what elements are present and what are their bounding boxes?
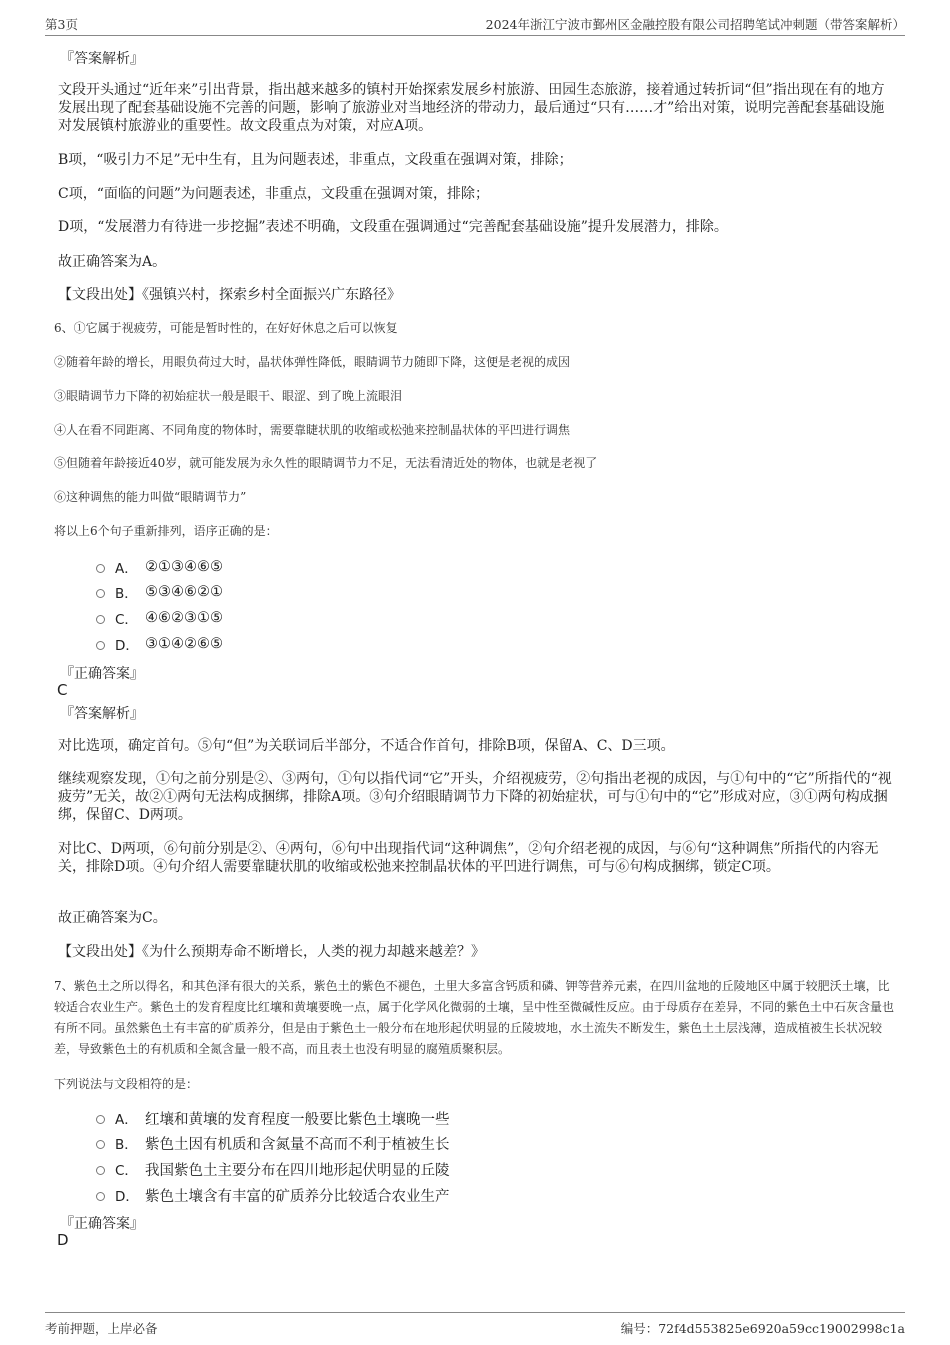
option-text: 紫色土壤含有丰富的矿质养分比较适合农业生产 xyxy=(145,1188,450,1205)
q7-option-a[interactable] xyxy=(96,1108,450,1128)
option-letter: A． xyxy=(115,1112,138,1128)
q6-sentence-2: ②随着年龄的增长，用眼负荷过大时，晶状体弹性降低，眼睛调节力随即下降，这便是老视的成因 xyxy=(54,355,571,369)
option-letter: B． xyxy=(115,1137,138,1153)
q6-sentence-6: ⑥这种调焦的能力叫做“眼睛调节力” xyxy=(54,490,247,504)
option-letter: D． xyxy=(115,1189,139,1205)
radio-icon[interactable] xyxy=(96,1115,105,1124)
q5-analysis-option-c: C项，“面临的问题”为问题表述，非重点，文段重在强调对策，排除； xyxy=(58,186,490,202)
q6-analysis-label: 『答案解析』 xyxy=(60,706,144,722)
radio-icon[interactable] xyxy=(96,1166,105,1175)
q6-sentence-3: ③眼睛调节力下降的初始症状一般是眼干、眼涩、到了晚上流眼泪 xyxy=(54,389,403,403)
radio-icon[interactable] xyxy=(96,1192,105,1201)
q6-answer: C xyxy=(57,681,68,699)
page-number: 第3页 xyxy=(45,17,78,32)
option-text: ③①④②⑥⑤ xyxy=(145,636,223,652)
page-header xyxy=(45,13,905,36)
option-letter: C． xyxy=(115,612,138,628)
option-text: 红壤和黄壤的发育程度一般要比紫色土壤晚一些 xyxy=(145,1111,450,1128)
option-letter: C． xyxy=(115,1163,138,1179)
option-letter: A． xyxy=(115,561,138,577)
q6-analysis-para-3: 对比C、D两项，⑥句前分别是②、④两句，⑥句中出现指代词“这种调焦”，②句介绍老视的成因，与⑥句“这种调焦”所指代的内容无关，排除D项。④句介绍人需要靠睫状肌的收缩或松弛来控制晶状体的平凹进行调焦，可与⑥句构成捆绑，锁定C项。 xyxy=(58,841,879,875)
q5-analysis-para: 文段开头通过“近年来”引出背景，指出越来越多的镇村开始探索发展乡村旅游、田园生态旅游，接着通过转折词“但”指出现在有的地方发展出现了配套基础设施不完善的问题，影响了旅游业对当地经济的带动力，最后通过“只有……才”给出对策，说明完善配套基础设施对发展镇村旅游业的重要性。故文段重点为对策，对应A项。 xyxy=(58,82,885,134)
q6-sentence-5: ⑤但随着年龄接近40岁，就可能发展为永久性的眼睛调节力不足，无法看清近处的物体，也就是老视了 xyxy=(54,456,598,470)
q6-option-d[interactable] xyxy=(96,634,223,654)
radio-icon[interactable] xyxy=(96,615,105,624)
q5-source: 【文段出处】《强镇兴村，探索乡村全面振兴广东路径》 xyxy=(58,287,401,303)
q6-option-c[interactable] xyxy=(96,608,223,628)
q6-sentence-4: ④人在看不同距离、不同角度的物体时，需要靠睫状肌的收缩或松弛来控制晶状体的平凹进行调焦 xyxy=(54,423,571,437)
q6-prompt: 将以上6个句子重新排列，语序正确的是： xyxy=(54,524,278,538)
q6-conclusion: 故正确答案为C。 xyxy=(58,910,167,926)
q6-analysis-para-1: 对比选项，确定首句。⑤句“但”为关联词后半部分，不适合作首句，排除B项，保留A、C、D三项。 xyxy=(58,738,675,754)
q5-conclusion: 故正确答案为A。 xyxy=(58,254,167,270)
q7-option-d[interactable] xyxy=(96,1185,450,1205)
q6-option-a[interactable] xyxy=(96,557,223,577)
option-text: ⑤③④⑥②① xyxy=(145,584,223,600)
q6-answer-label: 『正确答案』 xyxy=(60,666,144,682)
q5-analysis-option-d: D项，“发展潜力有待进一步挖掘”表述不明确，文段重在强调通过“完善配套基础设施”提升发展潜力，排除。 xyxy=(58,219,728,235)
q6-analysis-para-2: 继续观察发现，①句之前分别是②、③两句，①句以指代词“它”开头，介绍视疲劳，②句指出老视的成因，与①句中的“它”所指代的“视疲劳”无关，故②①两句无法构成捆绑，排除A项。③句介绍眼睛调节力下降的初始症状，可与①句中的“它”形成对应，③①两句构成捆绑，保留C、D两项。 xyxy=(58,771,892,823)
q7-option-b[interactable] xyxy=(96,1133,450,1153)
page-footer xyxy=(45,1312,905,1337)
q5-analysis-option-b: B项，“吸引力不足”无中生有，且为问题表述，非重点，文段重在强调对策，排除； xyxy=(58,152,573,168)
footer-code: 编号：72f4d553825e6920a59cc19002998c1a xyxy=(620,1321,905,1336)
option-letter: B． xyxy=(115,586,138,602)
option-text: ②①③④⑥⑤ xyxy=(145,559,223,575)
q5-analysis-label: 『答案解析』 xyxy=(60,51,144,67)
footer-slogan: 考前押题，上岸必备 xyxy=(45,1321,158,1336)
radio-icon[interactable] xyxy=(96,641,105,650)
q7-passage: 7、紫色土之所以得名，和其色泽有很大的关系，紫色土的紫色不褪色，土里大多富含钙质和磷、钾等营养元素，在四川盆地的丘陵地区中属于较肥沃土壤，比较适合农业生产。紫色土的发育程度比红壤和黄壤要晚一点，属于化学风化微弱的土壤，呈中性至微碱性反应。由于母质存在差异，不同的紫色土中石灰含量也有所不同。虽然紫色土有丰富的矿质养分，但是由于紫色土一般分布在地形起伏明显的丘陵坡地，水土流失不断发生，紫色土土层浅薄，造成植被生长状况较差，导致紫色土的有机质和全氮含量一般不高，而且表土也没有明显的腐殖质聚积层。 xyxy=(54,979,895,1056)
radio-icon[interactable] xyxy=(96,589,105,598)
q6-sentence-1: 6、①它属于视疲劳，可能是暂时性的，在好好休息之后可以恢复 xyxy=(54,321,398,335)
q6-source: 【文段出处】《为什么预期寿命不断增长，人类的视力却越来越差？》 xyxy=(58,944,485,960)
option-letter: D． xyxy=(115,638,139,654)
q7-answer: D xyxy=(57,1231,69,1249)
q7-answer-label: 『正确答案』 xyxy=(60,1216,144,1232)
option-text: 我国紫色土主要分布在四川地形起伏明显的丘陵 xyxy=(145,1162,450,1179)
document-title: 2024年浙江宁波市鄞州区金融控股有限公司招聘笔试冲刺题（带答案解析） xyxy=(485,17,905,32)
q6-option-b[interactable] xyxy=(96,582,223,602)
q7-option-c[interactable] xyxy=(96,1159,450,1179)
radio-icon[interactable] xyxy=(96,564,105,573)
radio-icon[interactable] xyxy=(96,1140,105,1149)
option-text: 紫色土因有机质和含氮量不高而不利于植被生长 xyxy=(145,1136,450,1153)
q7-prompt: 下列说法与文段相符的是： xyxy=(54,1077,199,1091)
option-text: ④⑥②③①⑤ xyxy=(145,610,223,626)
